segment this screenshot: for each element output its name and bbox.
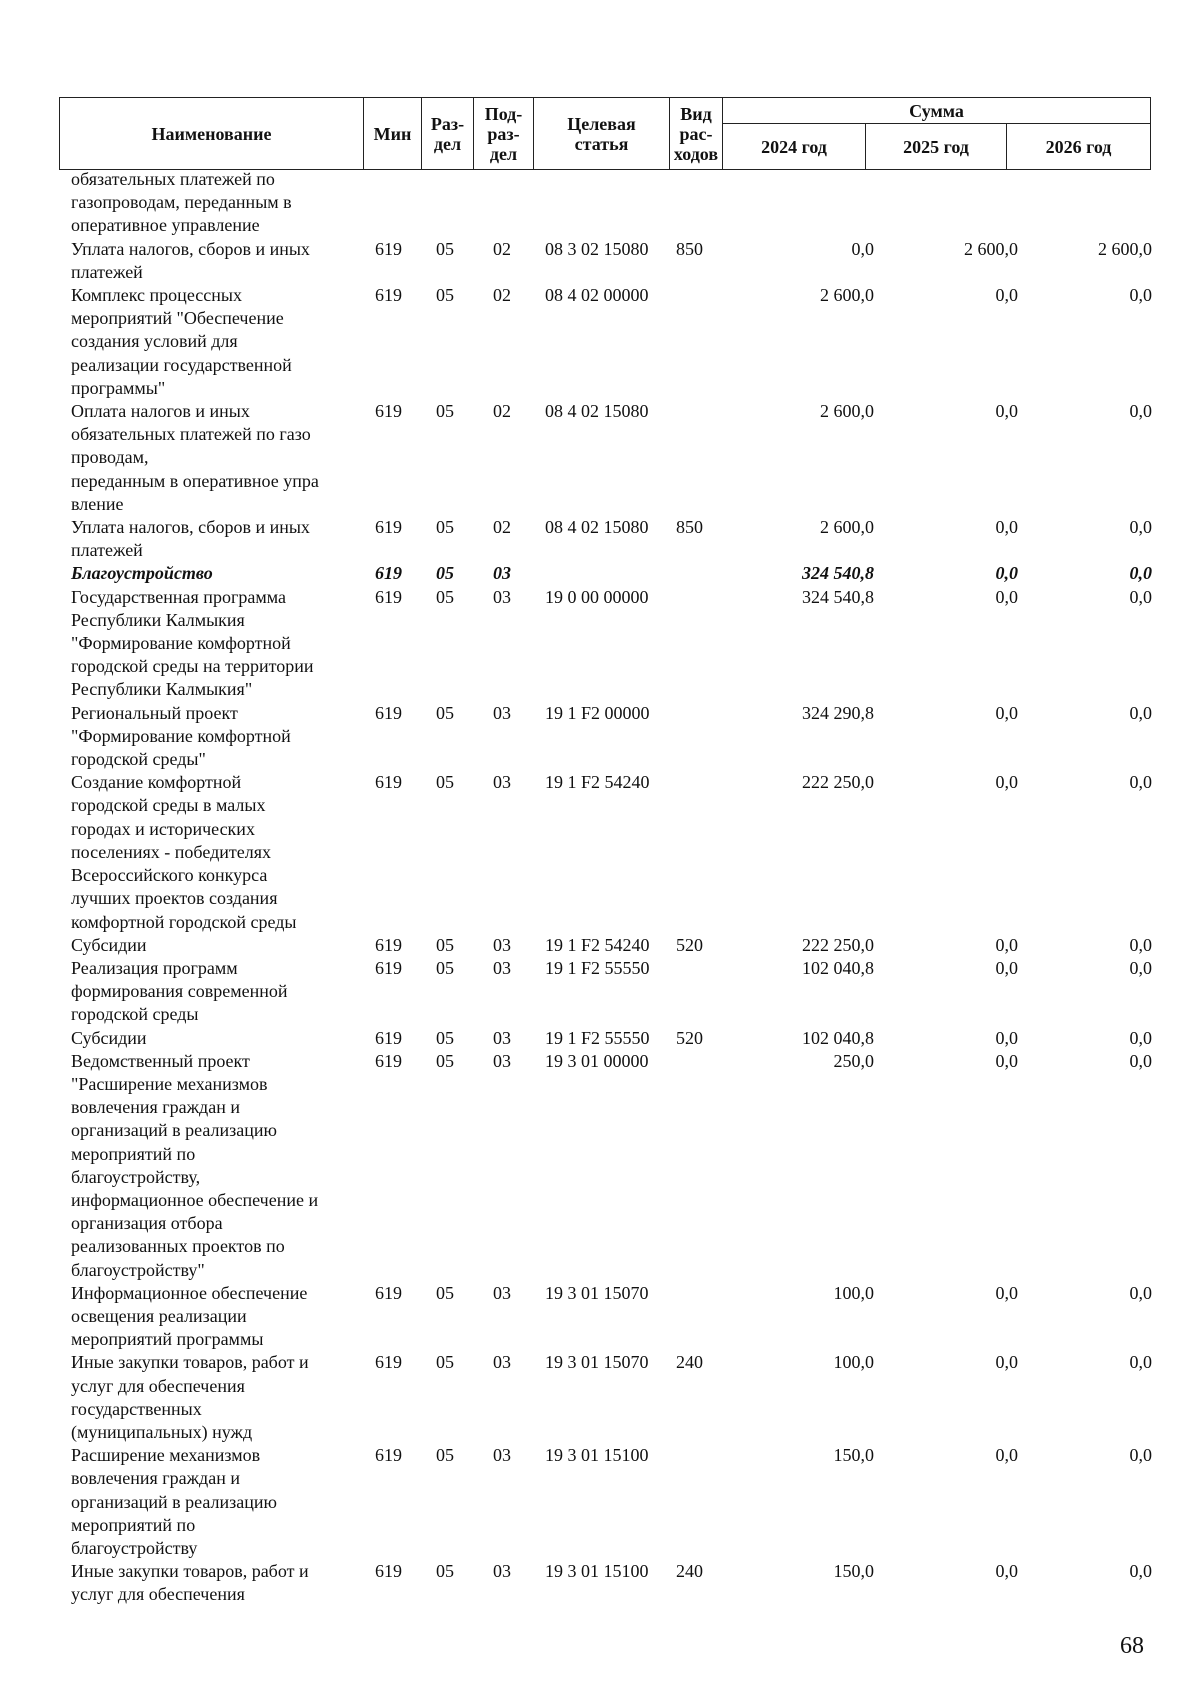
row-name-line: Субсидии	[71, 934, 147, 955]
min-cell: 619	[375, 957, 402, 978]
row-name-line: организаций в реализацию	[71, 1491, 277, 1512]
row-name-line: формирования современной	[71, 981, 288, 1002]
row-name-line: Уплата налогов, сборов и иных	[71, 238, 310, 259]
min-cell: 619	[375, 586, 402, 607]
amount-2026-cell: 0,0	[1129, 1050, 1152, 1071]
min-cell: 619	[375, 238, 402, 259]
amount-2025-cell: 2 600,0	[964, 238, 1018, 259]
target-article-cell: 08 4 02 00000	[545, 285, 649, 306]
expense-type-cell: 850	[676, 517, 703, 538]
target-article-cell: 08 3 02 15080	[545, 238, 649, 259]
amount-2026-cell: 0,0	[1129, 1282, 1152, 1303]
row-name-line: платежей	[71, 540, 143, 561]
target-article-cell: 19 1 F2 55550	[545, 1027, 650, 1048]
row-name-line: "Формирование комфортной	[71, 633, 291, 654]
amount-2024-cell: 250,0	[833, 1050, 874, 1071]
amount-2024-cell: 222 250,0	[802, 772, 874, 793]
min-cell: 619	[375, 1561, 402, 1582]
amount-2025-cell: 0,0	[995, 401, 1018, 422]
expense-type-cell: 520	[676, 934, 703, 955]
amount-2025-cell: 0,0	[995, 702, 1018, 723]
header-podrazdel	[474, 98, 534, 170]
row-name-line: информационное обеспечение и	[71, 1189, 319, 1210]
header-min: Мин	[364, 98, 422, 170]
table-row	[0, 400, 1200, 516]
row-name-line: вовлечения граждан и	[71, 1097, 240, 1118]
header-year-2025: 2025 год	[866, 124, 1007, 170]
row-name-line: городской среды"	[71, 749, 206, 770]
amount-2026-cell: 0,0	[1129, 702, 1152, 723]
min-cell: 619	[375, 772, 402, 793]
razdel-cell: 05	[436, 1445, 454, 1466]
podrazdel-cell: 03	[493, 563, 511, 584]
amount-2026-cell: 0,0	[1129, 563, 1152, 584]
podrazdel-cell: 03	[493, 586, 511, 607]
table-row	[0, 934, 1200, 957]
row-name-line: Иные закупки товаров, работ и	[71, 1561, 309, 1582]
header-vr-line: ходов	[673, 143, 719, 164]
amount-2024-cell: 0,0	[851, 238, 874, 259]
row-name-cell	[71, 1282, 367, 1352]
podrazdel-cell: 03	[493, 1561, 511, 1582]
row-name-line: организаций в реализацию	[71, 1120, 277, 1141]
min-cell: 619	[375, 1050, 402, 1071]
table-row	[0, 586, 1200, 702]
table-row	[0, 1351, 1200, 1444]
amount-2024-cell: 102 040,8	[802, 1027, 874, 1048]
amount-2026-cell: 0,0	[1129, 586, 1152, 607]
amount-2024-cell: 324 540,8	[802, 586, 874, 607]
min-cell: 619	[375, 563, 402, 584]
row-name-line: городской среды в малых	[71, 795, 266, 816]
header-year-2024: 2024 год	[723, 124, 866, 170]
row-name-line: Государственная программа	[71, 586, 286, 607]
amount-2024-cell: 2 600,0	[820, 285, 874, 306]
table-row	[0, 1560, 1200, 1606]
podrazdel-cell: 02	[493, 517, 511, 538]
amount-2024-cell: 2 600,0	[820, 401, 874, 422]
row-name-cell	[71, 1560, 367, 1606]
row-name-line: Республики Калмыкия	[71, 609, 245, 630]
header-summa: Сумма	[723, 98, 1151, 124]
razdel-cell: 05	[436, 702, 454, 723]
razdel-cell: 05	[436, 285, 454, 306]
table-row	[0, 957, 1200, 1027]
header-name: Наименование	[60, 98, 364, 170]
header-cs	[534, 98, 670, 170]
podrazdel-cell: 03	[493, 1352, 511, 1373]
amount-2025-cell: 0,0	[995, 1282, 1018, 1303]
expense-type-cell: 850	[676, 238, 703, 259]
row-name-line: "Формирование комфортной	[71, 725, 291, 746]
row-name-line: реализации государственной	[71, 354, 292, 375]
header-vr-line: Вид	[680, 103, 712, 124]
amount-2024-cell: 2 600,0	[820, 517, 874, 538]
row-name-cell	[71, 586, 367, 702]
amount-2025-cell: 0,0	[995, 586, 1018, 607]
target-article-cell: 19 3 01 15070	[545, 1352, 649, 1373]
row-name-line: комфортной городской среды	[71, 911, 297, 932]
row-name-cell	[71, 516, 367, 562]
target-article-cell: 08 4 02 15080	[545, 401, 649, 422]
row-name-line: благоустройству"	[71, 1259, 205, 1280]
row-name-cell	[71, 771, 367, 933]
row-name-cell	[71, 1050, 367, 1282]
row-name-cell	[71, 957, 367, 1027]
razdel-cell: 05	[436, 1027, 454, 1048]
amount-2024-cell: 150,0	[833, 1561, 874, 1582]
min-cell: 619	[375, 1445, 402, 1466]
razdel-cell: 05	[436, 1561, 454, 1582]
podrazdel-cell: 02	[493, 238, 511, 259]
row-name-cell	[71, 1351, 367, 1444]
row-name-cell	[71, 934, 367, 957]
row-name-line: Благоустройство	[71, 563, 213, 584]
amount-2024-cell: 100,0	[833, 1352, 874, 1373]
razdel-cell: 05	[436, 401, 454, 422]
header-cs-line: Целевая	[567, 113, 636, 134]
podrazdel-cell: 03	[493, 1445, 511, 1466]
min-cell: 619	[375, 285, 402, 306]
min-cell: 619	[375, 517, 402, 538]
podrazdel-cell: 03	[493, 1282, 511, 1303]
min-cell: 619	[375, 702, 402, 723]
podrazdel-cell: 03	[493, 934, 511, 955]
row-name-cell	[71, 1027, 367, 1050]
podrazdel-cell: 03	[493, 1050, 511, 1071]
row-name-line: переданным в оперативное упра	[71, 470, 319, 491]
row-name-line: мероприятий по	[71, 1514, 196, 1535]
table-header	[59, 97, 1151, 170]
row-name-line: Республики Калмыкия"	[71, 679, 253, 700]
amount-2025-cell: 0,0	[995, 772, 1018, 793]
amount-2025-cell: 0,0	[995, 1027, 1018, 1048]
podrazdel-cell: 03	[493, 702, 511, 723]
row-name-line: Комплекс процессных	[71, 285, 242, 306]
amount-2024-cell: 100,0	[833, 1282, 874, 1303]
row-name-line: услуг для обеспечения	[71, 1584, 245, 1605]
amount-2026-cell: 0,0	[1129, 934, 1152, 955]
amount-2025-cell: 0,0	[995, 957, 1018, 978]
row-name-line: обязательных платежей по	[71, 169, 275, 189]
amount-2024-cell: 222 250,0	[802, 934, 874, 955]
row-name-line: (муниципальных) нужд	[71, 1421, 253, 1442]
amount-2025-cell: 0,0	[995, 934, 1018, 955]
row-name-line: Расширение механизмов	[71, 1445, 261, 1466]
razdel-cell: 05	[436, 1282, 454, 1303]
target-article-cell: 19 3 01 15100	[545, 1561, 649, 1582]
target-article-cell: 19 3 01 00000	[545, 1050, 649, 1071]
row-name-line: реализованных проектов по	[71, 1236, 285, 1257]
target-article-cell: 19 1 F2 00000	[545, 702, 650, 723]
podrazdel-cell: 03	[493, 772, 511, 793]
table-row	[0, 238, 1200, 284]
row-name-cell	[71, 284, 367, 400]
row-name-line: Всероссийского конкурса	[71, 865, 268, 886]
amount-2026-cell: 0,0	[1129, 1352, 1152, 1373]
row-name-line: программы"	[71, 377, 166, 398]
row-name-line: государственных	[71, 1398, 202, 1419]
razdel-cell: 05	[436, 1352, 454, 1373]
razdel-cell: 05	[436, 772, 454, 793]
amount-2025-cell: 0,0	[995, 517, 1018, 538]
table-row	[0, 284, 1200, 400]
row-name-line: Реализация программ	[71, 957, 238, 978]
row-name-line: лучших проектов создания	[71, 888, 278, 909]
min-cell: 619	[375, 401, 402, 422]
row-name-line: создания условий для	[71, 331, 238, 352]
row-name-line: Ведомственный проект	[71, 1050, 250, 1071]
amount-2024-cell: 324 290,8	[802, 702, 874, 723]
row-name-line: благоустройству,	[71, 1166, 201, 1187]
row-name-line: городской среды на территории	[71, 656, 314, 677]
target-article-cell: 19 3 01 15100	[545, 1445, 649, 1466]
expense-type-cell: 240	[676, 1352, 703, 1373]
header-cs-line: статья	[574, 133, 629, 154]
table-row	[0, 562, 1200, 585]
row-name-line: вление	[71, 493, 124, 514]
row-name-line: Оплата налогов и иных	[71, 401, 250, 422]
row-name-line: вовлечения граждан и	[71, 1468, 240, 1489]
amount-2025-cell: 0,0	[995, 1561, 1018, 1582]
podrazdel-cell: 02	[493, 285, 511, 306]
amount-2025-cell: 0,0	[995, 1050, 1018, 1071]
razdel-cell: 05	[436, 586, 454, 607]
row-name-line: благоустройству	[71, 1537, 198, 1558]
table-row	[0, 516, 1200, 562]
page-number: 68	[1120, 1633, 1144, 1659]
row-name-line: организация отбора	[71, 1213, 223, 1234]
amount-2026-cell: 0,0	[1129, 401, 1152, 422]
row-name-cell	[71, 168, 367, 238]
amount-2025-cell: 0,0	[995, 1352, 1018, 1373]
razdel-cell: 05	[436, 1050, 454, 1071]
row-name-line: мероприятий программы	[71, 1329, 264, 1350]
target-article-cell: 08 4 02 15080	[545, 517, 649, 538]
row-name-cell	[71, 1444, 367, 1560]
row-name-line: Уплата налогов, сборов и иных	[71, 517, 310, 538]
table-row	[0, 1444, 1200, 1560]
row-name-cell	[71, 238, 367, 284]
expense-type-cell: 520	[676, 1027, 703, 1048]
header-year-2026: 2026 год	[1007, 124, 1151, 170]
target-article-cell: 19 1 F2 55550	[545, 957, 650, 978]
row-name-line: проводам,	[71, 447, 149, 468]
min-cell: 619	[375, 934, 402, 955]
min-cell: 619	[375, 1352, 402, 1373]
amount-2026-cell: 0,0	[1129, 1027, 1152, 1048]
row-name-line: Иные закупки товаров, работ и	[71, 1352, 309, 1373]
expense-type-cell: 240	[676, 1561, 703, 1582]
podrazdel-cell: 03	[493, 1027, 511, 1048]
row-name-line: Региональный проект	[71, 702, 238, 723]
header-podrazdel-line: Под-	[484, 103, 523, 124]
row-name-line: "Расширение механизмов	[71, 1073, 268, 1094]
header-razdel	[422, 98, 474, 170]
amount-2024-cell: 150,0	[833, 1445, 874, 1466]
target-article-cell: 19 3 01 15070	[545, 1282, 649, 1303]
amount-2026-cell: 0,0	[1129, 517, 1152, 538]
amount-2026-cell: 0,0	[1129, 1445, 1152, 1466]
amount-2025-cell: 0,0	[995, 285, 1018, 306]
min-cell: 619	[375, 1027, 402, 1048]
podrazdel-cell: 02	[493, 401, 511, 422]
row-name-line: Информационное обеспечение	[71, 1282, 308, 1303]
row-name-line: Создание комфортной	[71, 772, 242, 793]
row-name-cell	[71, 702, 367, 772]
razdel-cell: 05	[436, 934, 454, 955]
razdel-cell: 05	[436, 517, 454, 538]
amount-2026-cell: 0,0	[1129, 285, 1152, 306]
table-row	[0, 771, 1200, 933]
min-cell: 619	[375, 1282, 402, 1303]
header-razdel-line: дел	[433, 133, 462, 154]
table-row	[0, 1282, 1200, 1352]
row-name-line: мероприятий "Обеспечение	[71, 308, 284, 329]
row-name-cell	[71, 562, 367, 585]
table-row	[0, 168, 1200, 238]
table-row	[0, 1027, 1200, 1050]
header-podrazdel-line: дел	[489, 143, 518, 164]
amount-2024-cell: 324 540,8	[802, 563, 874, 584]
amount-2025-cell: 0,0	[995, 1445, 1018, 1466]
amount-2026-cell: 0,0	[1129, 957, 1152, 978]
podrazdel-cell: 03	[493, 957, 511, 978]
amount-2024-cell: 102 040,8	[802, 957, 874, 978]
target-article-cell: 19 0 00 00000	[545, 586, 649, 607]
header-podrazdel-line: раз-	[487, 123, 520, 144]
row-name-line: услуг для обеспечения	[71, 1375, 245, 1396]
amount-2026-cell: 0,0	[1129, 1561, 1152, 1582]
row-name-line: платежей	[71, 261, 143, 282]
row-name-line: обязательных платежей по газо	[71, 424, 311, 445]
amount-2025-cell: 0,0	[995, 563, 1018, 584]
target-article-cell: 19 1 F2 54240	[545, 772, 650, 793]
razdel-cell: 05	[436, 957, 454, 978]
row-name-line: городской среды	[71, 1004, 199, 1025]
table-body	[0, 168, 1200, 1607]
amount-2026-cell: 0,0	[1129, 772, 1152, 793]
target-article-cell: 19 1 F2 54240	[545, 934, 650, 955]
row-name-line: городах и исторических	[71, 818, 255, 839]
row-name-line: поселениях - победителях	[71, 841, 272, 862]
row-name-line: оперативное управление	[71, 215, 260, 236]
razdel-cell: 05	[436, 563, 454, 584]
table-row	[0, 1050, 1200, 1282]
header-vr-line: рас-	[679, 123, 713, 144]
table-row	[0, 702, 1200, 772]
header-vr	[670, 98, 723, 170]
row-name-line: освещения реализации	[71, 1305, 247, 1326]
razdel-cell: 05	[436, 238, 454, 259]
row-name-line: газопроводам, переданным в	[71, 192, 292, 213]
row-name-line: Субсидии	[71, 1027, 147, 1048]
row-name-cell	[71, 400, 367, 516]
header-razdel-line: Раз-	[430, 113, 465, 134]
row-name-line: мероприятий по	[71, 1143, 196, 1164]
amount-2026-cell: 2 600,0	[1098, 238, 1152, 259]
